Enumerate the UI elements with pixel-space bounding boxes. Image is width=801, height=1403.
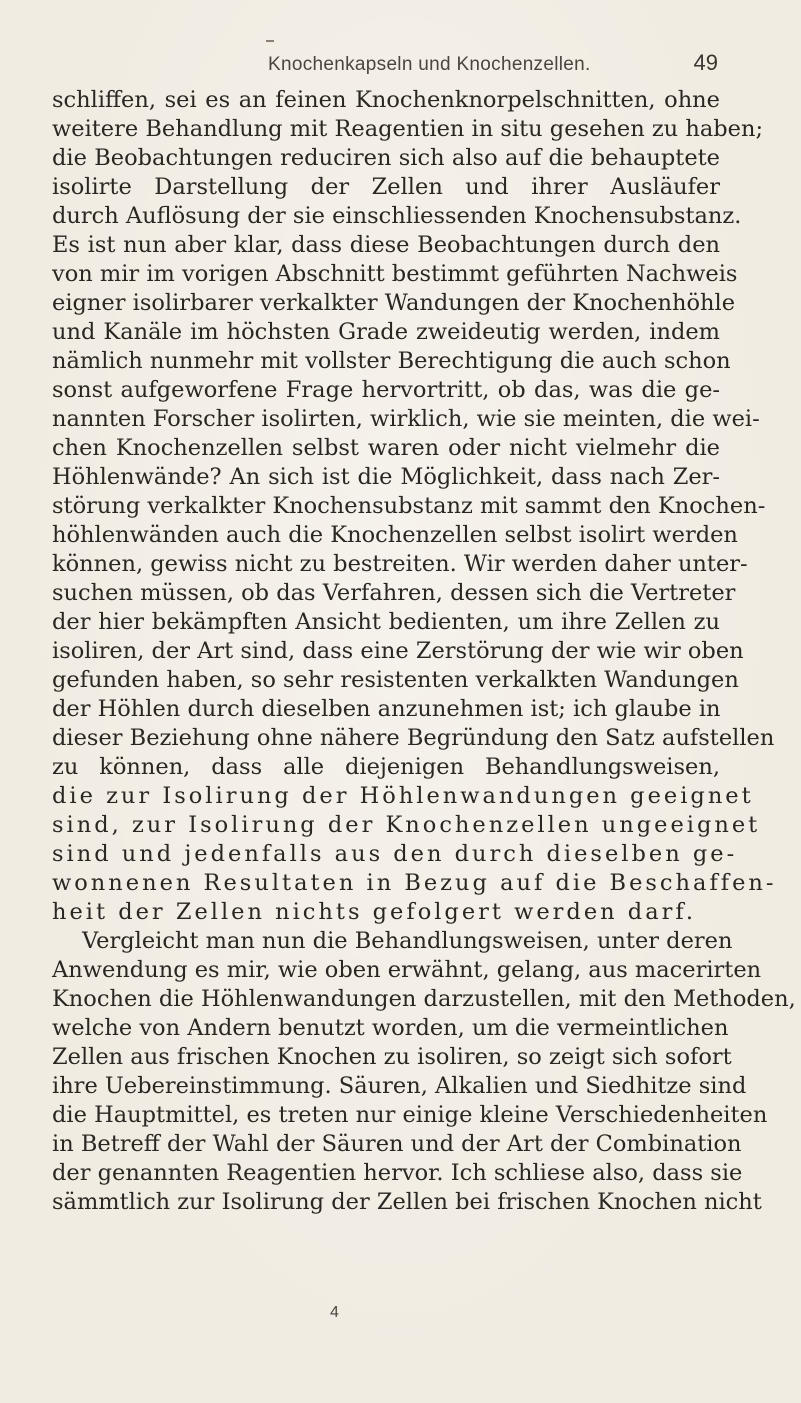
text-line: nämlich nunmehr mit vollster Berechtigung die auch schon (52, 348, 731, 374)
page-header (0, 50, 801, 84)
text-line: sämmtlich zur Isolirung der Zellen bei frischen Knochen nicht (52, 1189, 762, 1215)
body-text (52, 86, 796, 1217)
text-line: Zellen aus frischen Knochen zu isoliren, so zeigt sich sofort (52, 1044, 732, 1070)
text-line: die zur Isolirung der Höhlenwandungen geeignet (52, 783, 754, 809)
text-line: Es ist nun aber klar, dass diese Beobachtungen durch den (52, 232, 720, 258)
text-line: isolirte Darstellung der Zellen und ihrer Ausläufer (52, 174, 720, 200)
text-line: höhlenwänden auch die Knochenzellen selbst isolirt werden (52, 522, 738, 548)
text-line: durch Auflösung der sie einschliessenden Knochensubstanz. (52, 203, 742, 229)
text-line: Anwendung es mir, wie oben erwähnt, gelang, aus macerirten (52, 957, 762, 983)
text-line: die Hauptmittel, es treten nur einige kleine Verschiedenheiten (52, 1102, 768, 1128)
text-line: sonst aufgeworfene Frage hervortritt, ob das, was die ge- (52, 377, 720, 403)
text-line: in Betreff der Wahl der Säuren und der Art der Combination (52, 1131, 742, 1157)
text-line: können, gewiss nicht zu bestreiten. Wir werden daher unter- (52, 551, 748, 577)
text-line: dieser Beziehung ohne nähere Begründung den Satz aufstellen (52, 725, 775, 751)
text-line: der Höhlen durch dieselben anzunehmen ist; ich glaube in (52, 696, 721, 722)
text-line: schliffen, sei es an feinen Knochenknorpelschnitten, ohne (52, 87, 720, 113)
text-line: isoliren, der Art sind, dass eine Zerstörung der wie wir oben (52, 638, 744, 664)
text-line: suchen müssen, ob das Verfahren, dessen sich die Vertreter (52, 580, 736, 606)
text-line: weitere Behandlung mit Reagentien in situ gesehen zu haben; (52, 116, 764, 142)
page-number: 49 (693, 50, 718, 75)
printer-mark (266, 40, 274, 42)
text-line: eigner isolirbarer verkalkter Wandungen der Knochenhöhle (52, 290, 736, 316)
text-line: sind und jedenfalls aus den durch dieselben ge- (52, 841, 738, 867)
text-line: der hier bekämpften Ansicht bedienten, um ihre Zellen zu (52, 609, 720, 635)
text-line: Höhlenwände? An sich ist die Möglichkeit, dass nach Zer- (52, 464, 720, 490)
text-line: Knochen die Höhlenwandungen darzustellen, mit den Methoden, (52, 986, 796, 1012)
text-line: von mir im vorigen Abschnitt bestimmt geführten Nachweis (52, 261, 738, 287)
running-head: Knochenkapseln und Knochenzellen. (268, 54, 591, 75)
text-line: chen Knochenzellen selbst waren oder nicht vielmehr die (52, 435, 720, 461)
text-line: ihre Uebereinstimmung. Säuren, Alkalien und Siedhitze sind (52, 1073, 747, 1099)
text-line: Vergleicht man nun die Behandlungsweisen, unter deren (82, 928, 733, 954)
text-line: welche von Andern benutzt worden, um die vermeintlichen (52, 1015, 729, 1041)
text-line: der genannten Reagentien hervor. Ich schliese also, dass sie (52, 1160, 743, 1186)
signature-mark: 4 (330, 1304, 339, 1321)
text-line: nannten Forscher isolirten, wirklich, wie sie meinten, die wei- (52, 406, 760, 432)
text-line: heit der Zellen nichts gefolgert werden darf. (52, 899, 697, 925)
text-line: die Beobachtungen reduciren sich also auf die behauptete (52, 145, 720, 171)
text-line: wonnenen Resultaten in Bezug auf die Beschaffen- (52, 870, 777, 896)
text-line: und Kanäle im höchsten Grade zweideutig werden, indem (52, 319, 720, 345)
text-line: störung verkalkter Knochensubstanz mit sammt den Knochen- (52, 493, 766, 519)
text-line: sind, zur Isolirung der Knochenzellen ungeeignet (52, 812, 761, 838)
text-line: zu können, dass alle diejenigen Behandlungsweisen, (52, 754, 720, 780)
text-line: gefunden haben, so sehr resistenten verkalkten Wandungen (52, 667, 739, 693)
